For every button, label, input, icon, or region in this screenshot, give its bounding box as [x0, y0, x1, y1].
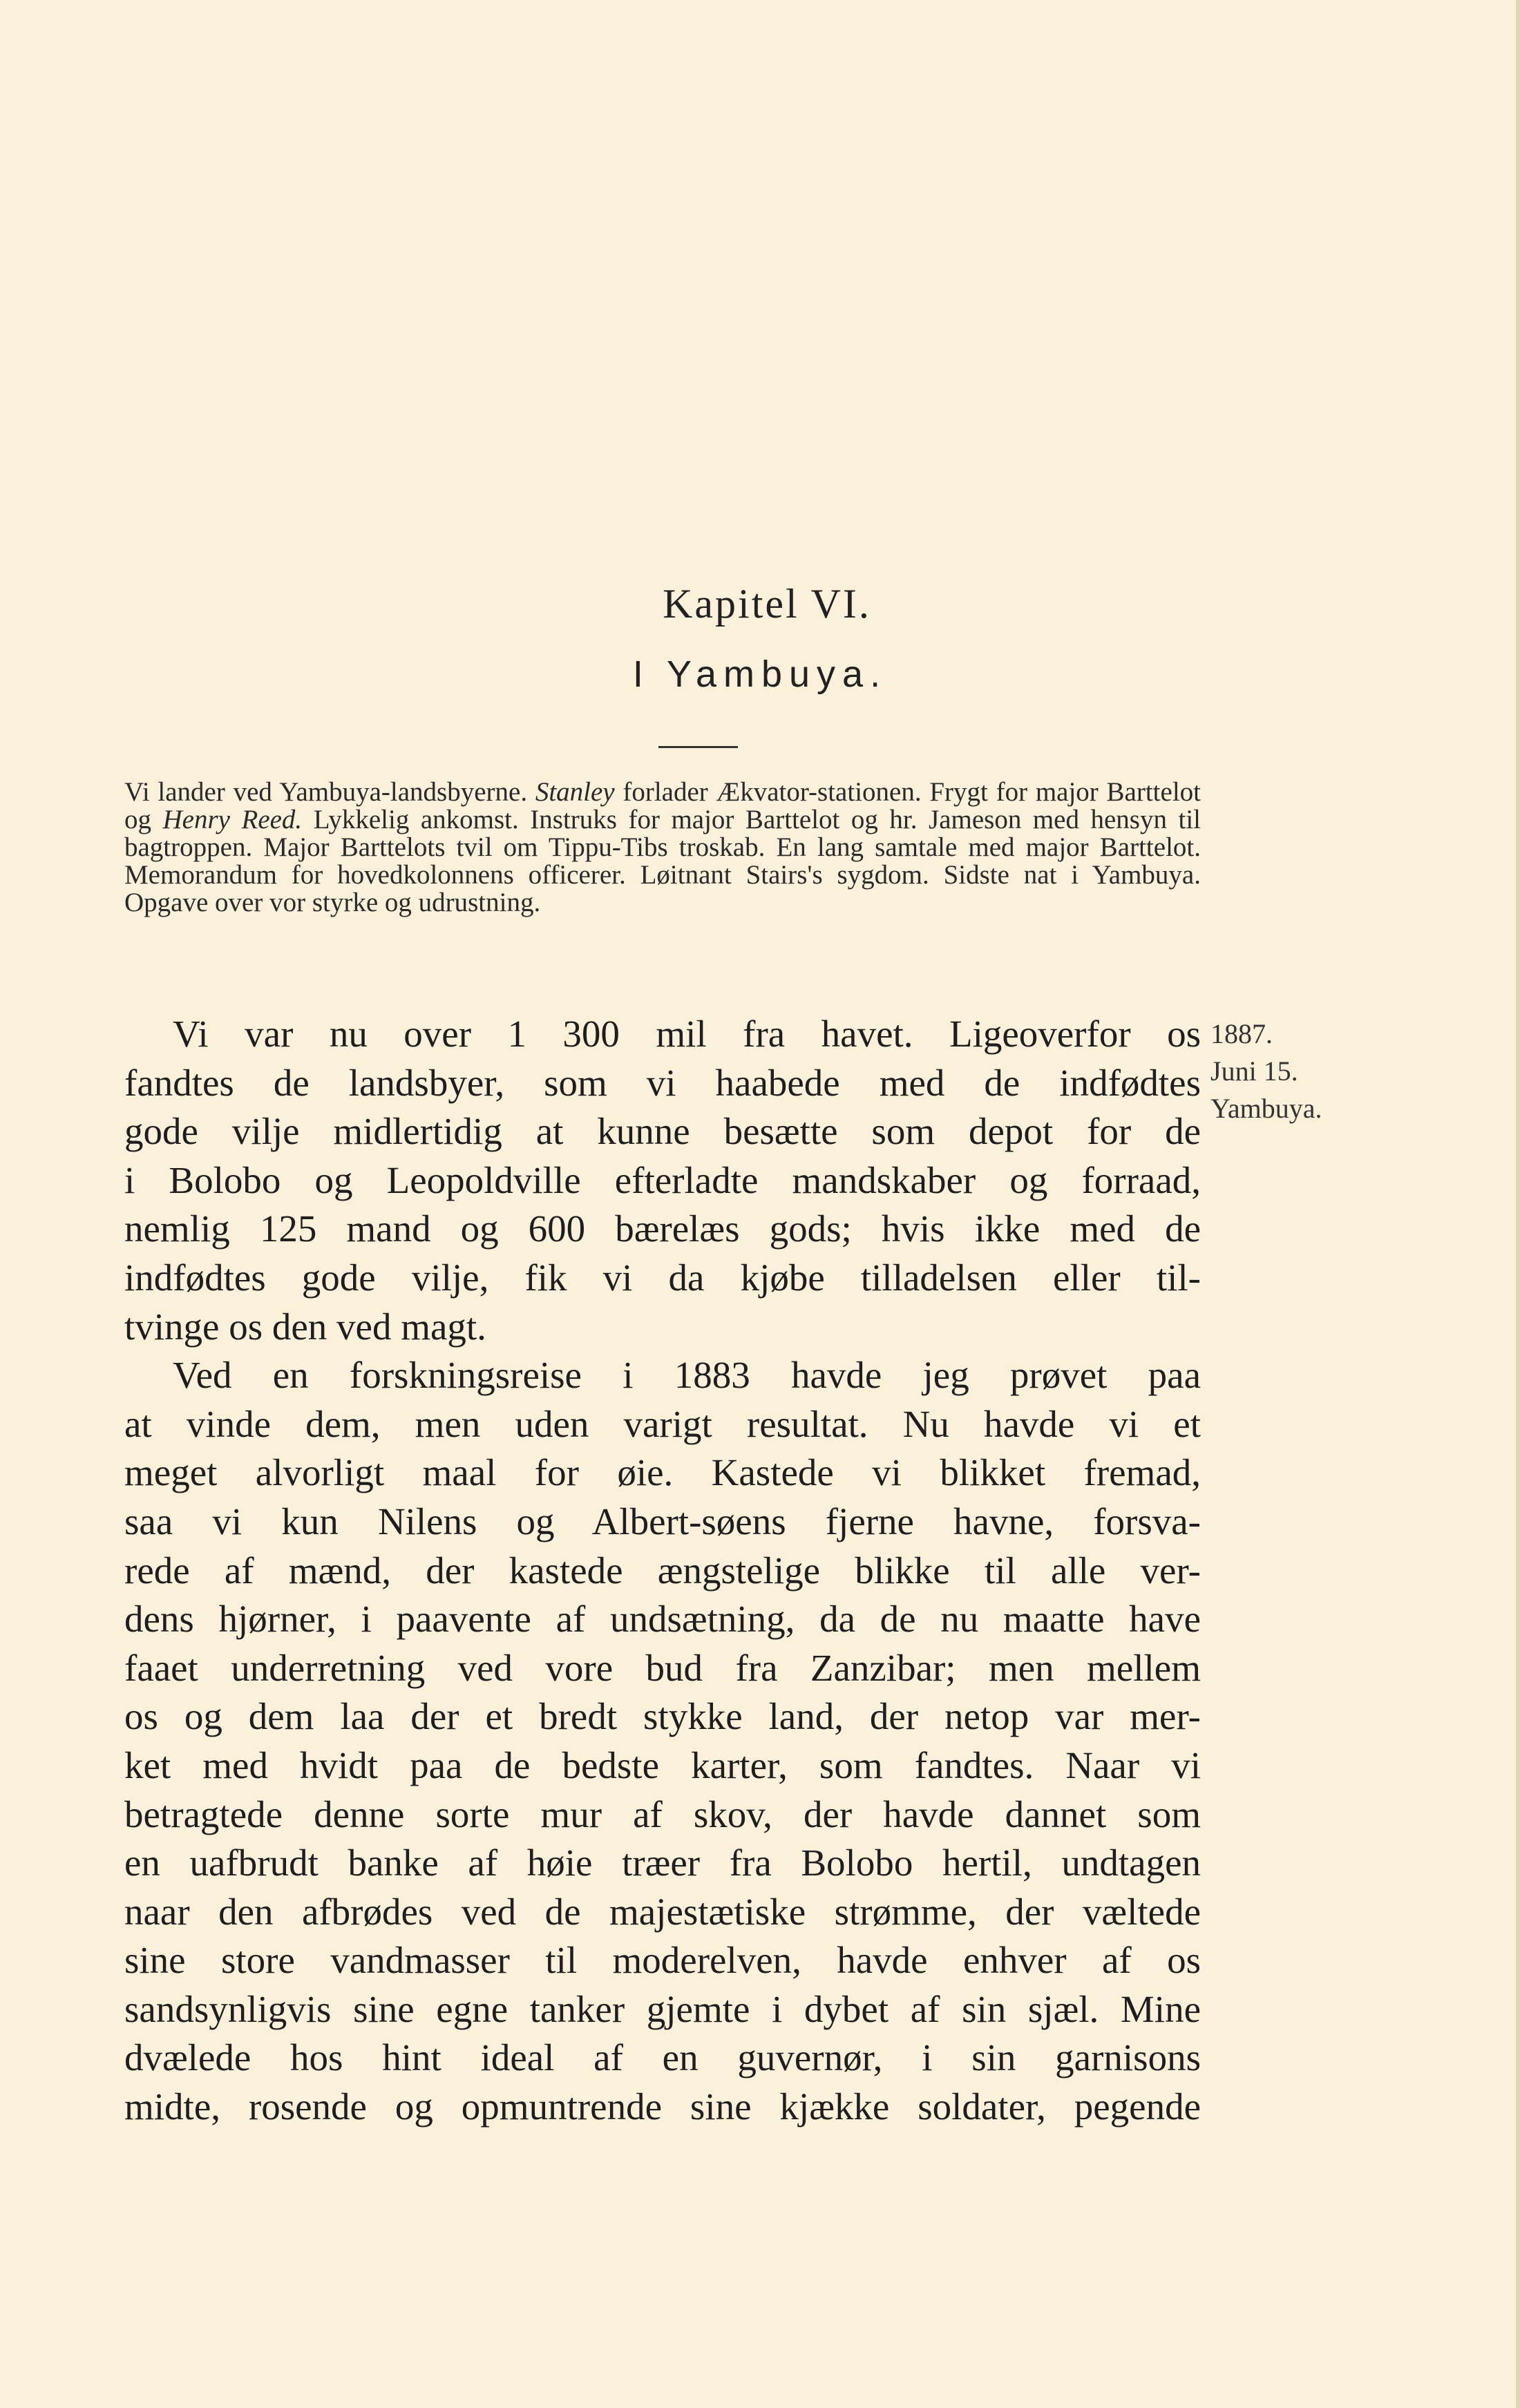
summary-text: forlader Ækvator-stationen. Frygt for major Barttelot og: [124, 777, 1201, 834]
chapter-number: Kapitel VI.: [663, 581, 871, 627]
body-line: rede af mænd, der kastede ængstelige blikke til alle ver-: [124, 1549, 1201, 1592]
body-line: fandtes de landsbyer, som vi haabede med de indfødtes: [124, 1061, 1201, 1104]
margin-note: [1210, 1015, 1349, 1127]
margin-year: 1887.: [1210, 1018, 1273, 1049]
body-line: faaet underretning ved vore bud fra Zanzibar; men mellem: [124, 1646, 1201, 1689]
chapter-title: I Yambuya.: [632, 653, 888, 695]
body-line: Vi var nu over 1 300 mil fra havet. Ligeoverfor os: [173, 1013, 1201, 1055]
body-line: i Bolobo og Leopoldville efterladte mandskaber og forraad,: [124, 1158, 1201, 1201]
body-line: gode vilje midlertidig at kunne besætte som depot for de: [124, 1110, 1201, 1153]
body-line: indfødtes gode vilje, fik vi da kjøbe tilladelsen eller til-: [124, 1256, 1201, 1299]
body-line: Ved en forskningsreise i 1883 havde jeg prøvet paa: [173, 1354, 1201, 1397]
body-line: dvælede hos hint ideal af en guvernør, i sin garnisons: [124, 2036, 1201, 2079]
summary-text: Vi lander ved Yambuya-landsbyerne.: [124, 777, 535, 807]
body-line: os og dem laa der et bredt stykke land, der netop var mer-: [124, 1695, 1201, 1738]
margin-place: Yambuya.: [1210, 1093, 1322, 1124]
body-line: at vinde dem, men uden varigt resultat. Nu havde vi et: [124, 1402, 1201, 1445]
body-text: [124, 1010, 1201, 2132]
summary-name-stanley: Stanley: [535, 777, 615, 807]
body-line: saa vi kun Nilens og Albert-søens fjerne havne, forsva-: [124, 1500, 1201, 1542]
body-line: meget alvorligt maal for øie. Kastede vi blikket fremad,: [124, 1451, 1201, 1494]
summary-text: Lykkelig ankomst. Instruks for major Barttelot og hr. Jameson med hensyn til bagtroppen. Major Barttelots tvil om Tippu-Tibs troskab. En lang samtale med major Barttelot. Memorandum for hovedkolonnens officerer. Løitnant Stairs's sygdom. Sidste nat i Yambuya. Opgave over vor styrke og udrustning.: [124, 805, 1201, 917]
chapter-summary: [124, 778, 1201, 917]
summary-name-reed: Henry Reed.: [162, 805, 303, 834]
body-line: nemlig 125 mand og 600 bærelæs gods; hvis ikke med de: [124, 1207, 1201, 1250]
body-line: sine store vandmasser til moderelven, havde enhver af os: [124, 1939, 1201, 1982]
margin-date: Juni 15.: [1210, 1055, 1298, 1087]
body-line: midte, rosende og opmuntrende sine kjække soldater, pegende: [124, 2085, 1201, 2128]
body-line: sandsynligvis sine egne tanker gjemte i dybet af sin sjæl. Mine: [124, 1987, 1201, 2030]
body-line: ket med hvidt paa de bedste karter, som fandtes. Naar vi: [124, 1743, 1201, 1786]
body-line: tvinge os den ved magt.: [124, 1305, 486, 1348]
body-line: en uafbrudt banke af høie træer fra Bolobo hertil, undtagen: [124, 1842, 1201, 1884]
body-line: naar den afbrødes ved de majestætiske strømme, der væltede: [124, 1890, 1201, 1933]
body-line: betragtede denne sorte mur af skov, der havde dannet som: [124, 1793, 1201, 1835]
title-divider: [658, 746, 738, 748]
body-line: dens hjørner, i paavente af undsætning, da de nu maatte have: [124, 1598, 1201, 1641]
